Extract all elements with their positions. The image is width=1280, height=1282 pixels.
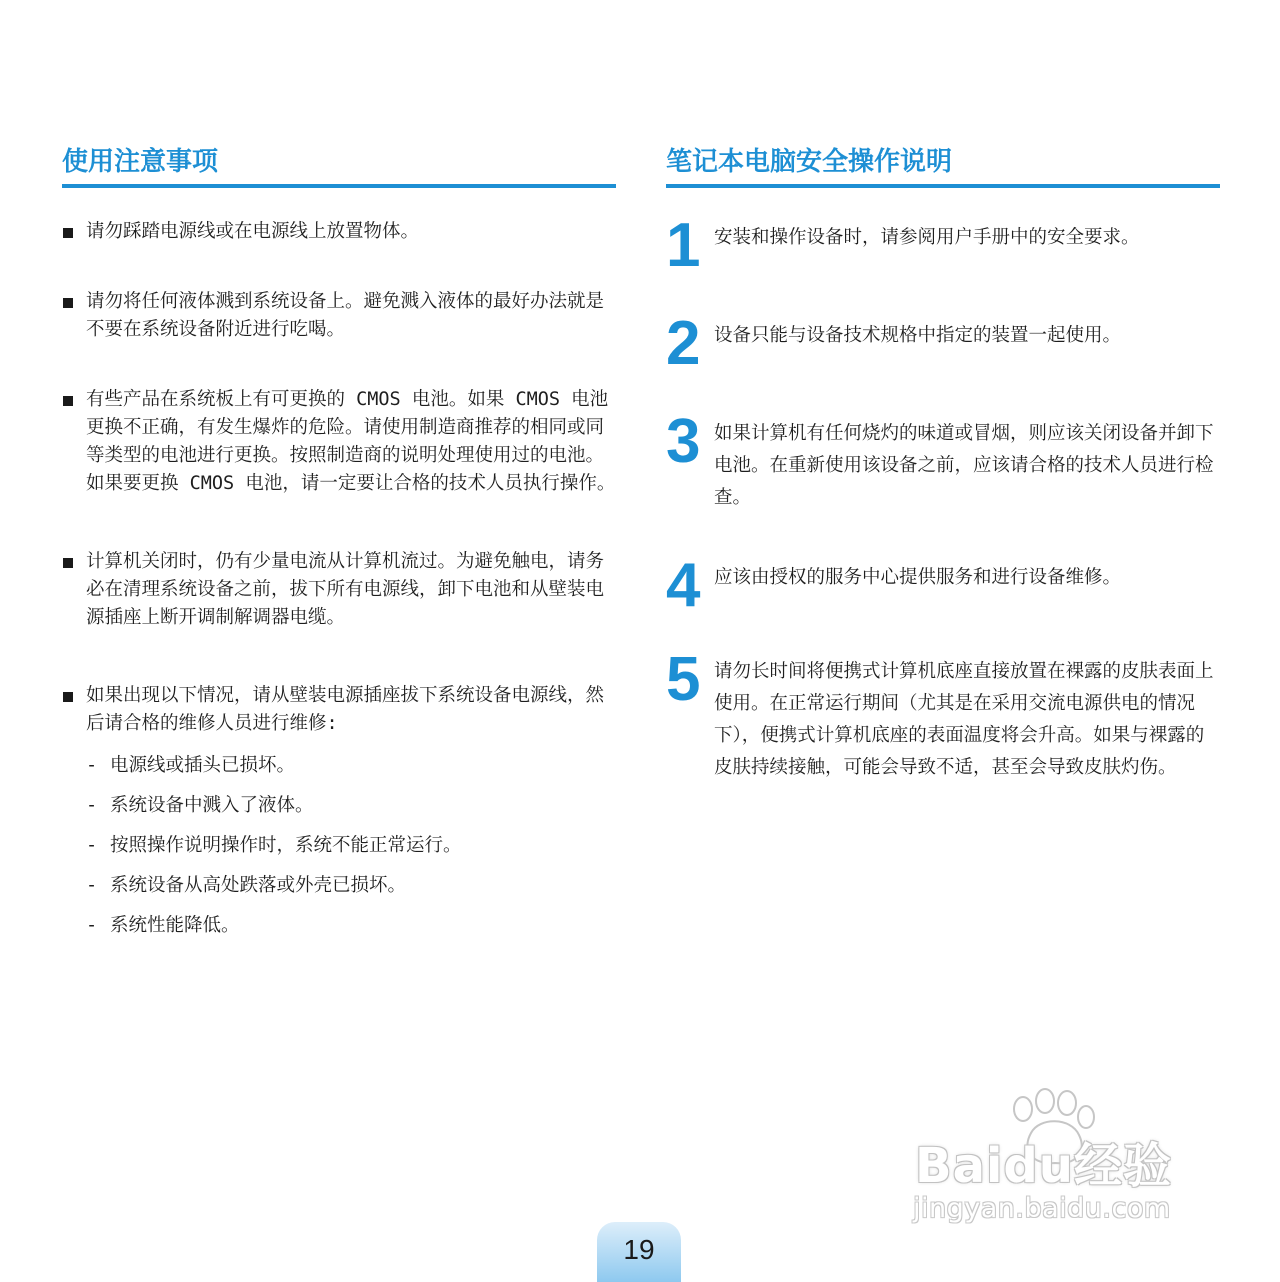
step-number: 5 bbox=[666, 645, 701, 714]
step-item bbox=[666, 309, 1220, 378]
sub-list-item bbox=[86, 746, 616, 786]
step-text: 请勿长时间将便携式计算机底座直接放置在裸露的皮肤表面上使用。在正常运行期间（尤其是在采用交流电源供电的情况下），便携式计算机底座的表面温度将会升高。如果与裸露的皮肤持续接触，可能会导致不适，甚至会导致皮肤灼伤。 bbox=[714, 661, 1214, 778]
conditions-sublist bbox=[86, 746, 616, 946]
dash-bullet-icon: - bbox=[86, 915, 98, 936]
step-text: 应该由授权的服务中心提供服务和进行设备维修。 bbox=[714, 567, 1122, 588]
square-bullet-icon bbox=[63, 228, 73, 238]
sub-list-item bbox=[86, 826, 616, 866]
sub-item-text: 系统性能降低。 bbox=[110, 915, 240, 936]
sub-item-text: 系统设备中溅入了液体。 bbox=[110, 795, 314, 816]
sub-list-item bbox=[86, 906, 616, 946]
step-text: 设备只能与设备技术规格中指定的装置一起使用。 bbox=[714, 325, 1122, 346]
step-item bbox=[666, 551, 1220, 620]
step-number: 4 bbox=[666, 551, 701, 620]
sub-item-text: 按照操作说明操作时，系统不能正常运行。 bbox=[110, 835, 462, 856]
section-title-precautions: 使用注意事项 bbox=[62, 142, 616, 188]
baidu-jingyan-watermark bbox=[905, 1085, 1205, 1235]
list-item-text: 请勿将任何液体溅到系统设备上。避免溅入液体的最好办法就是不要在系统设备附近进行吃喝。 bbox=[86, 291, 605, 340]
step-item bbox=[666, 645, 1220, 784]
list-item bbox=[62, 288, 616, 344]
square-bullet-icon bbox=[63, 298, 73, 308]
list-item-text: 计算机关闭时，仍有少量电流从计算机流过。为避免触电，请务必在清理系统设备之前，拔下所有电源线，卸下电池和从壁装电源插座上断开调制解调器电缆。 bbox=[86, 551, 605, 628]
page-number-tab bbox=[597, 1222, 681, 1282]
precautions-list bbox=[62, 218, 616, 946]
list-item bbox=[62, 548, 616, 632]
section-title-laptop-safety: 笔记本电脑安全操作说明 bbox=[666, 142, 1220, 188]
square-bullet-icon bbox=[63, 558, 73, 568]
step-number: 3 bbox=[666, 407, 701, 476]
page-number: 19 bbox=[623, 1234, 655, 1265]
dash-bullet-icon: - bbox=[86, 875, 98, 896]
step-text: 安装和操作设备时，请参阅用户手册中的安全要求。 bbox=[714, 227, 1140, 248]
step-item bbox=[666, 407, 1220, 514]
list-item bbox=[62, 682, 616, 946]
safety-precautions-section bbox=[62, 142, 616, 946]
dash-bullet-icon: - bbox=[86, 755, 98, 776]
watermark-url: jingyan.baidu.com bbox=[913, 1193, 1171, 1224]
list-item-text: 如果出现以下情况，请从壁装电源插座拔下系统设备电源线，然后请合格的维修人员进行维修: bbox=[86, 685, 605, 734]
safety-steps-list bbox=[666, 211, 1220, 784]
list-item-text: 请勿踩踏电源线或在电源线上放置物体。 bbox=[86, 221, 420, 242]
list-item bbox=[62, 386, 616, 498]
dash-bullet-icon: - bbox=[86, 835, 98, 856]
step-item bbox=[666, 211, 1220, 280]
list-item bbox=[62, 218, 616, 246]
step-number: 2 bbox=[666, 309, 701, 378]
watermark-brand: Baidu经验 bbox=[915, 1138, 1172, 1194]
sub-list-item bbox=[86, 786, 616, 826]
sub-item-text: 系统设备从高处跌落或外壳已损坏。 bbox=[110, 875, 407, 896]
step-number: 1 bbox=[666, 211, 701, 280]
list-item-text: 有些产品在系统板上有可更换的 CMOS 电池。如果 CMOS 电池更换不正确，有发生爆炸的危险。请使用制造商推荐的相同或同等类型的电池进行更换。按照制造商的说明处理使用过的电池。如果要更换 CMOS 电池，请一定要让合格的技术人员执行操作。 bbox=[86, 389, 616, 494]
square-bullet-icon bbox=[63, 396, 73, 406]
square-bullet-icon bbox=[63, 692, 73, 702]
laptop-safety-section bbox=[666, 142, 1220, 784]
sub-item-text: 电源线或插头已损坏。 bbox=[110, 755, 296, 776]
dash-bullet-icon: - bbox=[86, 795, 98, 816]
step-text: 如果计算机有任何烧灼的味道或冒烟，则应该关闭设备并卸下电池。在重新使用该设备之前，应该请合格的技术人员进行检查。 bbox=[714, 423, 1214, 508]
sub-list-item bbox=[86, 866, 616, 906]
